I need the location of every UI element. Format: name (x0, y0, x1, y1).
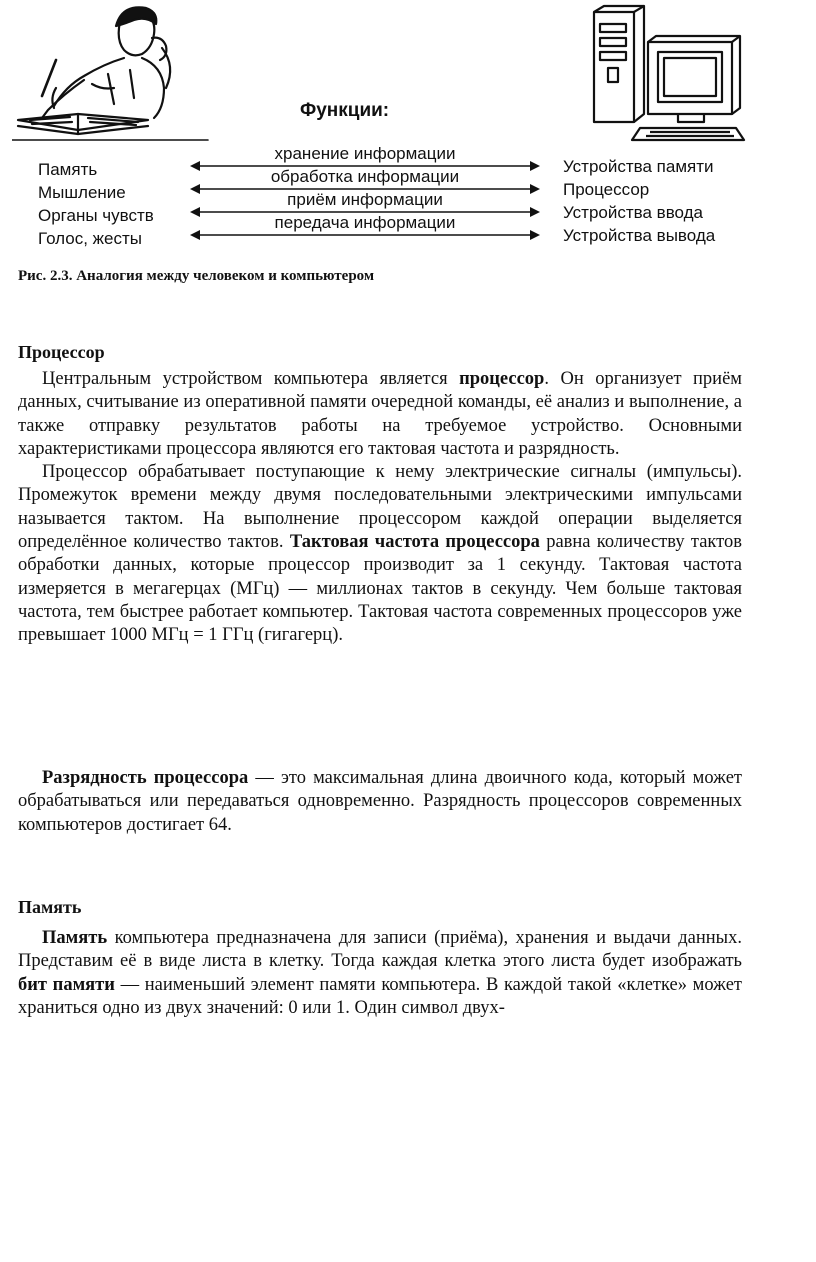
text-run: — это максимальная длина двоичного кода, который может обрабатываться или передаваться одновременно. Разрядность процессоров современных компьютеров достигает 64. (18, 768, 743, 835)
paragraph (18, 767, 742, 837)
text-run: компьютера предназначена для записи (приёма), хранения и выдачи данных. Представим её в виде листа в клетку. Тогда каждая клетка этого листа будет изображать (18, 928, 742, 972)
human-item: Память (38, 160, 98, 179)
text-run: — наименьший элемент памяти компьютера. В каждой такой «клетке» может храниться одно из двух значений: 0 или 1. Один символ двух- (18, 974, 742, 1018)
human-item: Органы чувств (38, 206, 154, 225)
human-item: Мышление (38, 183, 126, 202)
person-writing-illustration (12, 0, 212, 150)
function-label: хранение информации (274, 144, 456, 163)
text-run: Центральным устройством компьютера является (42, 369, 460, 389)
paragraph (18, 368, 742, 461)
figure-title: Функции: (300, 100, 390, 121)
function-row (190, 215, 540, 238)
section-heading-memory: Память (18, 897, 82, 917)
functions-column (190, 146, 540, 238)
function-row (190, 192, 540, 215)
text-run: равна количеству тактов обработки данных, которые процессор производит за 1 секунду. Тактовая частота измеряется в мегагерцах (МГц) — миллионах тактов в секунду. Чем больше тактовая частота, тем быстрее работает компьютер. Тактовая частота современных процессоров уже превышает 1000 МГц = 1 ГГц (гигагерц). (18, 532, 743, 646)
double-arrow-icon (190, 229, 540, 241)
text-run: Процессор обрабатывает поступающие к нему электрические сигналы (импульсы). Промежуток времени между двумя последовательными электрическими импульсами называется тактом. На выполнение процессором каждой операции выделяется определённое количество тактов. (18, 462, 742, 553)
paragraph (18, 461, 742, 647)
bold-term: бит памяти (18, 974, 115, 995)
function-label: обработка информации (270, 167, 460, 186)
paragraph (18, 927, 742, 1020)
function-label: приём информации (287, 190, 443, 209)
computer-item: Устройства памяти (563, 157, 714, 176)
computer-item: Устройства ввода (563, 203, 703, 222)
text-run: . Он организует приём данных, считывание из оперативной памяти очередной команды, её анализ и выполнение, а также отправку результатов работы на требуемое устройство. Основными характеристиками процессора являются его тактовая частота и разрядность. (18, 369, 742, 459)
computer-column (563, 155, 715, 247)
function-label: передача информации (274, 213, 456, 232)
bold-term: Разрядность процессора (42, 768, 249, 788)
processor-bitness-text (18, 767, 742, 837)
human-column (38, 158, 154, 250)
function-row (190, 146, 540, 169)
bold-term: процессор (459, 369, 545, 389)
function-row (190, 169, 540, 192)
memory-text (18, 927, 742, 1020)
human-item: Голос, жесты (38, 229, 142, 248)
computer-item: Процессор (563, 180, 650, 199)
analogy-figure (0, 0, 816, 300)
section-heading-processor: Процессор (18, 342, 105, 362)
processor-text (18, 368, 742, 648)
computer-item: Устройства вывода (563, 226, 716, 245)
bold-term: Память (42, 928, 108, 948)
figure-caption: Рис. 2.3. Аналогия между человеком и компьютером (18, 268, 375, 284)
computer-illustration (588, 2, 748, 147)
bold-term: Тактовая частота процессора (289, 532, 540, 553)
